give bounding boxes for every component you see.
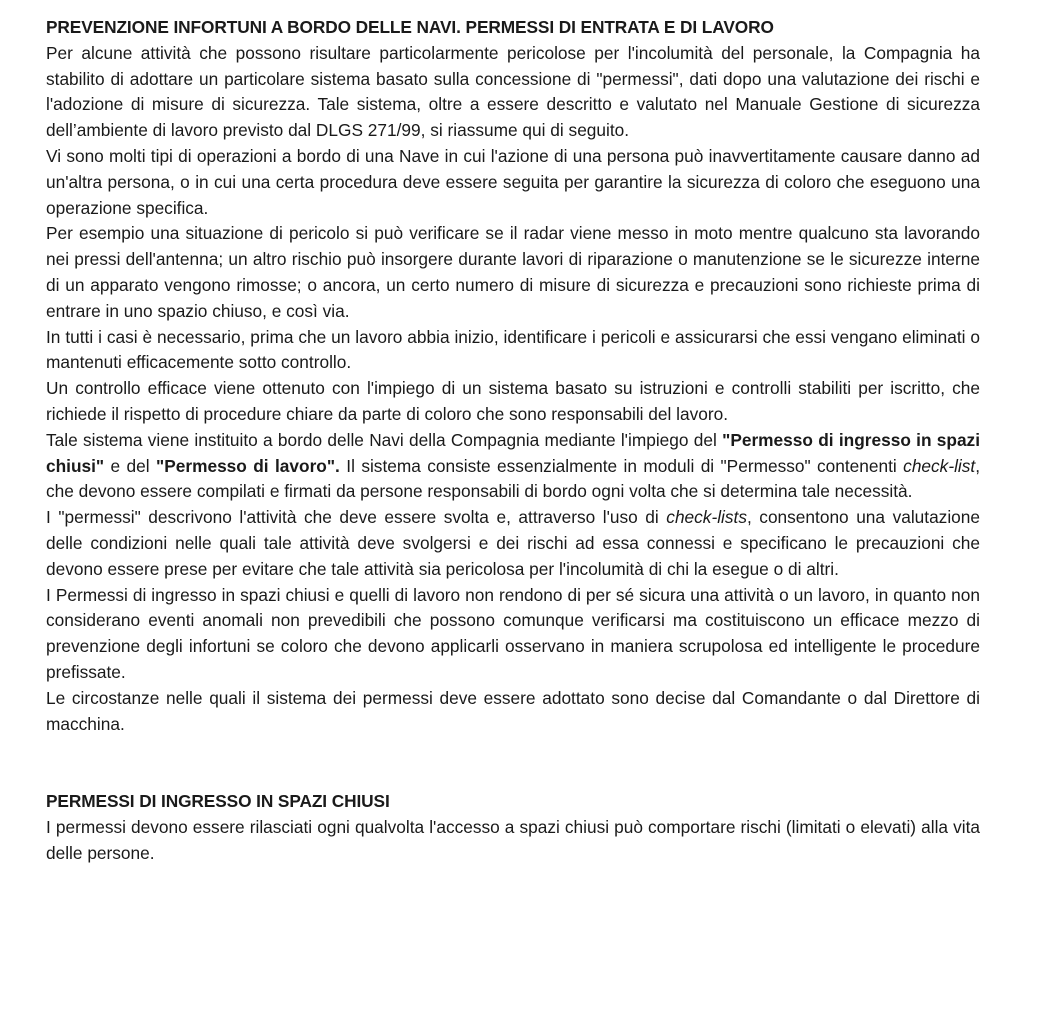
paragraph-1: Per alcune attività che possono risultare particolarmente pericolose per l'incolumità del personale, la Compagnia ha stabilito di adottare un particolare sistema basato sulla concessione di "permessi", dati dopo una valutazione dei rischi e l'adozione di misure di sicurezza. Tale sistema, oltre a essere descritto e valutato nel Manuale Gestione di sicurezza dell’ambiente di lavoro previsto dal DLGS 271/99, si riassume qui di seguito. [46,42,980,141]
permesso-lavoro-term: "Permesso di lavoro". [156,455,340,476]
paragraph-8: I Permessi di ingresso in spazi chiusi e quelli di lavoro non rendono di per sé sicura una attività o un lavoro, in quanto non considerano eventi anomali non prevedibili che possono comunque verificarsi ma costituiscono un efficace mezzo di prevenzione degli infortuni se coloro che devono applicarli osservano in maniera scrupolosa ed intelligente le procedure prefissate. [46,584,980,682]
section-title-permessi-ingresso: PERMESSI DI INGRESSO IN SPAZI CHIUSI [46,791,390,812]
check-lists-term: check-lists [666,507,747,528]
paragraph-2: Vi sono molti tipi di operazioni a bordo di una Nave in cui l'azione di una persona può inavvertitamente causare danno ad un'altra persona, o in cui una certa procedura deve essere seguita per garantire la sicurezza di coloro che eseguono una operazione specifica. [46,145,980,218]
paragraph-7-text-a: I "permessi" descrivono l'attività che deve essere svolta e, attraverso l'uso di [46,507,667,528]
paragraph-6-text-c: e del [104,455,157,476]
paragraph-6-text-e: Il sistema consiste essenzialmente in moduli di "Permesso" contenenti [339,455,904,476]
section-spacer [46,737,980,789]
section-title-prevenzione: PREVENZIONE INFORTUNI A BORDO DELLE NAVI. PERMESSI DI ENTRATA E DI LAVORO [46,17,774,37]
permesso-spazi-chiusi-term: "Permesso di ingresso in spazi chiusi" [46,429,980,476]
paragraph-7-text-c: , consentono una valutazione delle condizioni nelle quali tale attività deve svolgersi e dei rischi ad essa connessi e specificano le precauzioni che devono essere prese per evitare che tale attività sia pericolosa per l'incolumità di chi la esegue o di altri. [46,507,980,579]
paragraph-6 [46,428,980,505]
paragraph-9: Le circostanze nelle quali il sistema dei permessi deve essere adottato sono decise dal Comandante o dal Direttore di macchina. [46,687,980,734]
paragraph-4: In tutti i casi è necessario, prima che un lavoro abbia inizio, identificare i pericoli e assicurarsi che essi vengano eliminati o mantenuti efficacemente sotto controllo. [46,326,980,373]
paragraph-6-text-a: Tale sistema viene instituito a bordo delle Navi della Compagnia mediante l'impiego del [46,429,723,450]
paragraph-6-text-g: , che devono essere compilati e firmati da persone responsabili di bordo ogni volta che si determina tale necessità. [46,455,981,502]
document-page [46,15,980,867]
check-list-term: check-list [903,455,976,476]
paragraph-7 [46,505,980,582]
section2-paragraph-1: I permessi devono essere rilasciati ogni qualvolta l'accesso a spazi chiusi può comportare rischi (limitati o elevati) alla vita delle persone. [46,817,980,863]
paragraph-5: Un controllo efficace viene ottenuto con l'impiego di un sistema basato su istruzioni e controlli stabiliti per iscritto, che richiede il rispetto di procedure chiare da parte di coloro che sono responsabili del lavoro. [46,378,980,424]
paragraph-3: Per esempio una situazione di pericolo si può verificare se il radar viene messo in moto mentre qualcuno sta lavorando nei pressi dell'antenna; un altro rischio può insorgere durante lavori di riparazione o manutenzione se le sicurezze interne di un apparato vengono rimosse; o ancora, un certo numero di misure di sicurezza e precauzioni sono richieste prima di entrare in uno spazio chiuso, e così via. [46,223,980,321]
